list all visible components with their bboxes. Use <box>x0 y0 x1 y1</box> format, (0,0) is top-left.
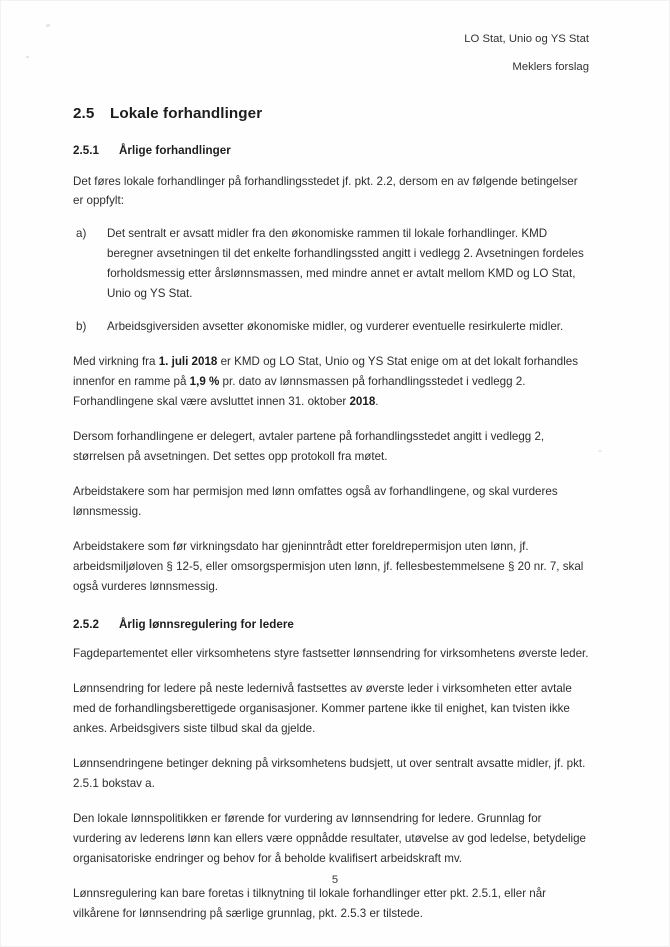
header-organization: LO Stat, Unio og YS Stat <box>464 33 589 45</box>
subsection-heading-252 <box>73 596 589 631</box>
ramme-date-bold: 1. juli 2018 <box>158 355 218 369</box>
list-item <box>73 317 589 337</box>
ramme-text-part4: . <box>375 394 379 408</box>
paragraph-leder-5: Lønnsregulering kan bare foretas i tilknytning til lokale forhandlinger etter pkt. 2.5.1, eller når vilkårene for lønnsendring på særlige grunnlag, pkt. 2.5.3 er tilstede. <box>73 886 547 920</box>
list-item-text: Det sentralt er avsatt midler fra den økonomiske rammen til lokale forhandlinger. KMD beregner avsetningen til det enkelte forhandlingssted angitt i vedlegg 2. Avsetningen fordeles forholdsmessig etter årslønnsmassen, med mindre annet er avtalt mellom KMD og LO Stat, Unio og YS Stat. <box>107 227 584 301</box>
paragraph-leder-2: Lønnsendring for ledere på neste ledernivå fastsettes av øverste leder i virksomheten etter avtale med de forhandlingsberettigede organisasjoner. Kommer partene ikke til enighet, kan tvisten ikke ankes. Arbeidsgivers siste tilbud skal da gjelde. <box>73 682 572 736</box>
paragraph-leder-1: Fagdepartementet eller virksomhetens styre fastsetter lønnsendring for virksomhetens øverste leder. <box>73 647 589 661</box>
ramme-text-part3: pr. dato av lønnsmassen på forhandlingsstedet i vedlegg 2. Forhandlingene skal være avsluttet innen 31. oktober <box>73 375 526 408</box>
subsection-number: 2.5.1 <box>73 143 100 157</box>
page-number: 5 <box>331 874 339 886</box>
ramme-percent-bold: 1,9 % <box>189 375 220 388</box>
paragraph-permisjon: Arbeidstakere som har permisjon med lønn omfattes også av forhandlingene, og skal vurderes lønnsmessig. <box>73 484 558 518</box>
section-number: 2.5 <box>73 104 95 122</box>
paragraph-leder-3: Lønnsendringene betinger dekning på virksomhetens budsjett, ut over sentralt avsatte midler, jf. pkt. 2.5.1 bokstav a. <box>73 757 586 791</box>
paragraph-foreldrepermisjon: Arbeidstakere som før virkningsdato har gjeninntrådt etter foreldrepermisjon uten lønn, jf. arbeidsmiljøloven § 12-5, eller omsorgspermisjon uten lønn, jf. fellesbestemmelsene § 20 nr. 7, skal også vurderes lønnsmessig. <box>73 539 584 593</box>
scan-speck <box>46 23 51 27</box>
subsection-number: 2.5.2 <box>73 618 100 632</box>
subsection-heading-251 <box>73 122 589 157</box>
running-header <box>73 1 589 76</box>
list-marker: b) <box>76 320 87 334</box>
ramme-text-part1: Med virkning fra <box>73 355 159 369</box>
list-item <box>73 224 589 304</box>
lettered-list <box>73 211 589 337</box>
subsection-title: Årlig lønnsregulering for ledere <box>119 618 294 632</box>
list-item-text: Arbeidsgiversiden avsetter økonomiske midler, og vurderer eventuelle resirkulerte midler. <box>107 320 564 334</box>
paragraph-delegert: Dersom forhandlingene er delegert, avtaler partene på forhandlingsstedet angitt i vedlegg 2, størrelsen på avsetningen. Det settes opp protokoll fra møtet. <box>73 429 545 463</box>
section-heading <box>73 76 589 122</box>
list-marker: a) <box>76 227 87 241</box>
document-content <box>73 1 589 946</box>
section-title: Lokale forhandlinger <box>110 104 263 122</box>
subsection-title: Årlige forhandlinger <box>119 143 231 157</box>
paragraph-intro: Det føres lokale forhandlinger på forhandlingsstedet jf. pkt. 2.2, dersom en av følgende betingelser er oppfylt: <box>73 174 578 208</box>
header-subtitle: Meklers forslag <box>512 61 589 74</box>
ramme-text-part2: er KMD og LO Stat, Unio og YS Stat enige om at det lokalt forhandles innenfor en ramme på <box>73 355 579 388</box>
ramme-year-bold: 2018 <box>349 394 376 408</box>
scan-speck <box>26 56 29 58</box>
scan-speck <box>598 450 602 452</box>
paragraph-ramme <box>73 337 589 412</box>
paragraph-leder-4: Den lokale lønnspolitikken er førende for vurdering av lønnsendring for ledere. Grunnlag for vurdering av lederens lønn kan ellers være oppnådde resultater, utøvelse av god ledelse, betydelige organisatoriske endringer og behov for å beholde kvalifisert arbeidskraft mv. <box>73 812 587 865</box>
